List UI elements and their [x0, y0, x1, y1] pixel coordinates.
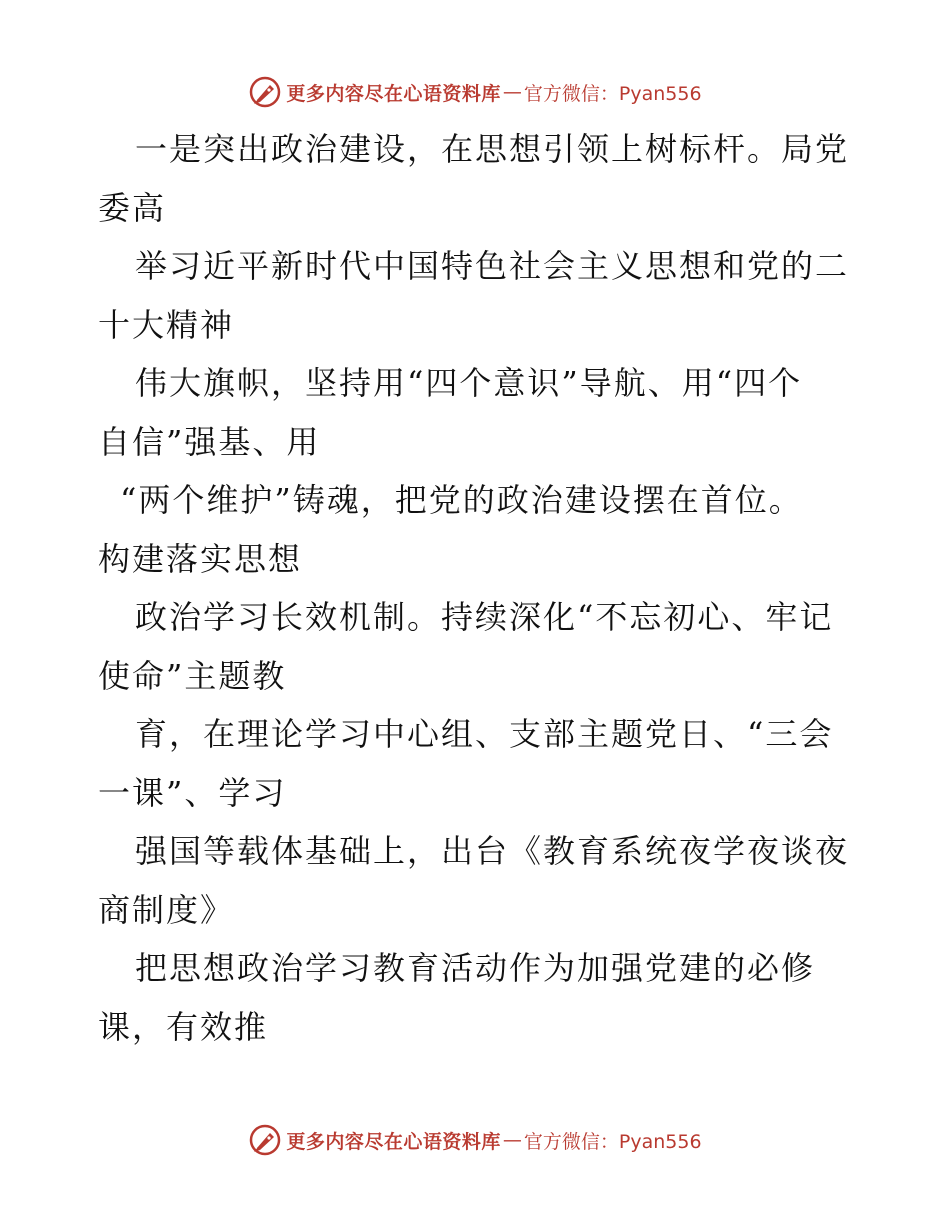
text-line: “两个维护”铸魂，把党的政治建设摆在首位。: [120, 481, 803, 519]
watermark-main-text: 更多内容尽在心语资料库: [286, 82, 501, 105]
text-line: 课，有效推: [98, 1007, 269, 1046]
text-line: 使命”主题教: [98, 656, 287, 695]
header-watermark: [0, 72, 950, 112]
text-line: 举习近平新时代中国特色社会主义思想和党的二: [135, 247, 850, 285]
watermark-wechat-text: 官方微信：Pyan556: [523, 82, 702, 105]
pen-nib-circle-icon: [248, 1123, 282, 1157]
watermark-dash: —: [502, 1129, 522, 1151]
footer-watermark: [0, 1120, 950, 1160]
text-line: 一课”、学习: [98, 773, 287, 812]
text-line: 强国等载体基础上，出台《教育系统夜学夜谈夜: [135, 832, 850, 870]
watermark-wechat-text: 官方微信：Pyan556: [523, 1130, 702, 1153]
text-line: 委高: [98, 188, 167, 227]
text-line: 商制度》: [98, 890, 235, 929]
text-line: 育，在理论学习中心组、支部主题党日、“三会: [135, 715, 834, 753]
text-line: 自信”强基、用: [98, 422, 321, 461]
watermark-dash: —: [502, 81, 522, 103]
pen-nib-circle-icon: [248, 75, 282, 109]
watermark-main-text: 更多内容尽在心语资料库: [286, 1130, 501, 1153]
document-body: [98, 120, 858, 1056]
text-line: 十大精神: [98, 305, 235, 344]
text-line: 一是突出政治建设，在思想引领上树标杆。局党: [135, 130, 850, 168]
text-line: 构建落实思想: [98, 539, 303, 578]
text-line: 把思想政治学习教育活动作为加强党建的必修: [135, 949, 816, 987]
text-line: 政治学习长效机制。持续深化“不忘初心、牢记: [135, 598, 834, 636]
text-line: 伟大旗帜，坚持用“四个意识”导航、用“四个: [135, 364, 803, 402]
